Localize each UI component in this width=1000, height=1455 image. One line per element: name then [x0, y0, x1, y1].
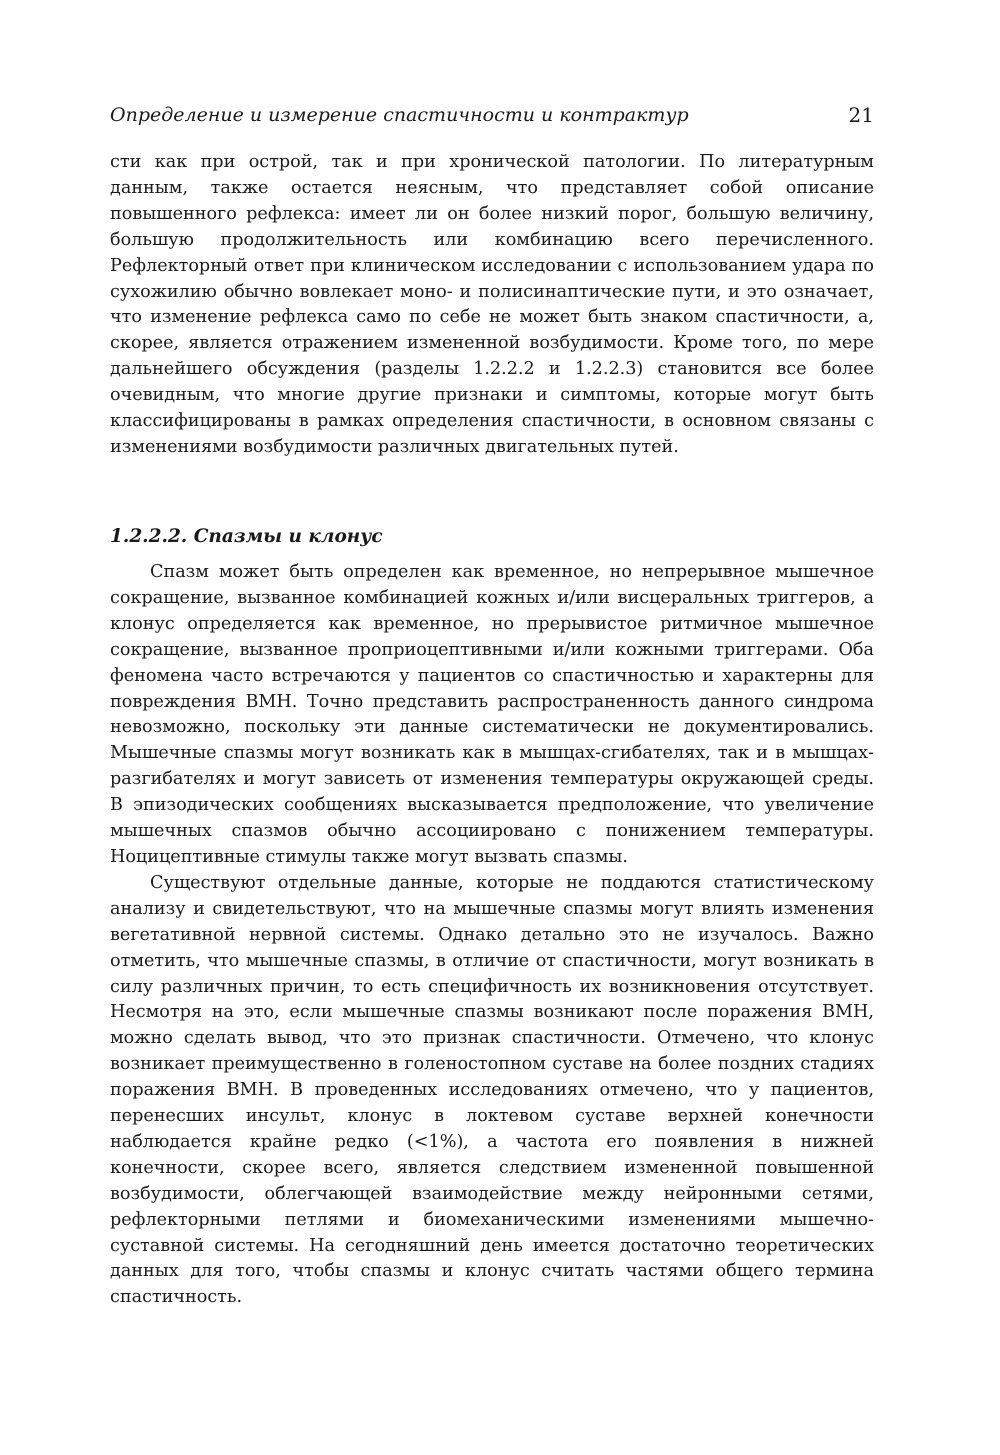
running-title: Определение и измерение спастичности и контрактур	[110, 104, 689, 126]
page-number: 21	[848, 103, 874, 127]
section-body	[110, 560, 874, 1311]
intro-text	[110, 150, 874, 461]
section-paragraph: Спазм может быть определен как временное, но непрерывное мышечное сокращение, вызванное комбинацией кожных и/или висцеральных триггеров, а клонус определяется как временное, но прерывистое ритмичное мышечное сокращение, вызванное проприоцептивными и/или кожными триггерами. Оба феномена часто встречаются у пациентов со спастичностью и характерны для повреждения ВМН. Точно представить распространенность данного синдрома невозможно, поскольку эти данные систематически не документировались. Мышечные спазмы могут возникать как в мышцах-сгибателях, так и в мышцах-разгибателях и могут зависеть от изменения температуры окружающей среды. В эпизодических сообщениях высказывается предположение, что увеличение мышечных спазмов обычно ассоциировано с понижением температуры. Ноцицептивные стимулы также могут вызвать спазмы.	[110, 562, 874, 867]
section-heading: 1.2.2.2. Спазмы и клонус	[110, 526, 383, 547]
intro-paragraph: сти как при острой, так и при хронической патологии. По литературным данным, также остается неясным, что представляет собой описание повышенного рефлекса: имеет ли он более низкий порог, большую величину, большую продолжительность или комбинацию всего перечисленного. Рефлекторный ответ при клиническом исследовании с использованием удара по сухожилию обычно вовлекает моно- и полисинаптические пути, и это означает, что изменение рефлекса само по себе не может быть знаком спастичности, а, скорее, является отражением измененной возбудимости. Кроме того, по мере дальнейшего обсуждения (разделы 1.2.2.2 и 1.2.2.3) становится все более очевидным, что многие другие признаки и симптомы, которые могут быть классифицированы в рамках определения спастичности, в основном связаны с изменениями возбудимости различных двигательных путей.	[110, 152, 874, 457]
running-head	[110, 100, 874, 130]
section-paragraph: Существуют отдельные данные, которые не поддаются статистическому анализу и свидетельствуют, что на мышечные спазмы могут влиять изменения вегетативной нервной системы. Однако детально это не изучалось. Важно отметить, что мышечные спазмы, в отличие от спастичности, могут возникать в силу различных причин, то есть специфичность их возникновения отсутствует. Несмотря на это, если мышечные спазмы возникают после поражения ВМН, можно сделать вывод, что это признак спастичности. Отмечено, что клонус возникает преимущественно в голеностопном суставе на более поздних стадиях поражения ВМН. В проведенных исследованиях отмечено, что у пациентов, перенесших инсульт, клонус в локтевом суставе верхней конечности наблюдается крайне редко (<1%), а частота его появления в нижней конечности, скорее всего, является следствием измененной повышенной возбудимости, облегчающей взаимодействие между нейронными сетями, рефлекторными петлями и биомеханическими изменениями мышечно-суставной системы. На сегодняшний день имеется достаточно теоретических данных для того, чтобы спазмы и клонус считать частями общего термина спастичность.	[110, 872, 874, 1308]
